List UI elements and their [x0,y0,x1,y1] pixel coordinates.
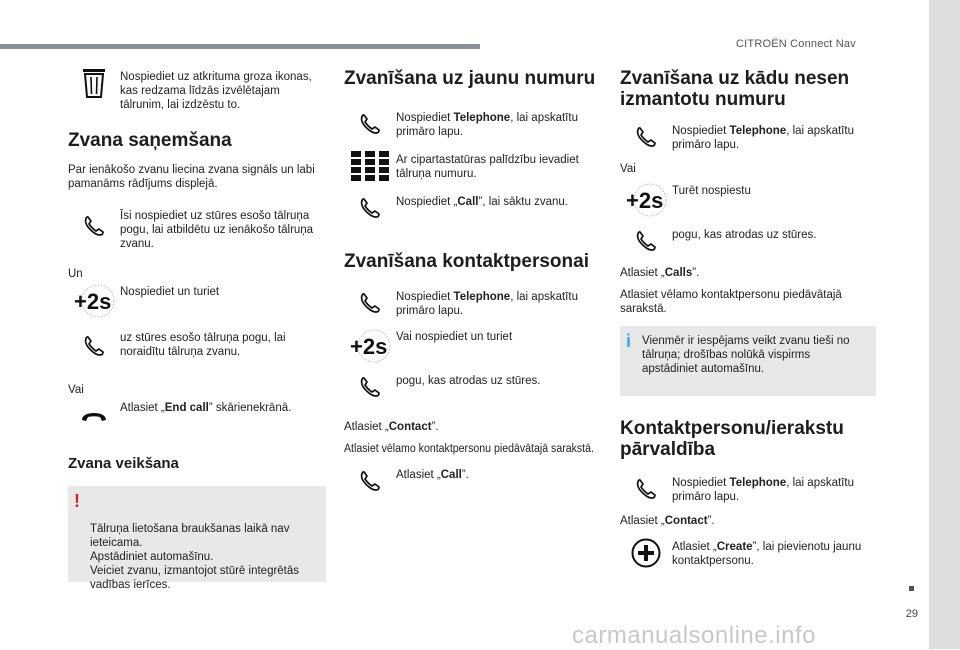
or-label: Vai [620,163,636,175]
create-text: Atlasiet „Create”, lai pievienotu jaunu kontaktpersonu. [672,541,862,567]
heading-contact: Zvanīšana kontaktpersonai [344,251,589,272]
call-row [344,193,606,219]
trash-text: Nospiediet uz atkrituma groza ikonas, kas redzama līdzās izvēlētajam tālrunim, lai izdzēstu to. [120,71,312,111]
column-2 [344,60,606,492]
receive-body: Par ienākošo zvanu liecina zvana signāls un labi pamanāms rādījums displejā. [68,164,315,190]
telephone2-row [620,474,876,504]
keypad-row [344,151,606,181]
heading-making: Zvana veikšana [68,455,179,472]
select-calls: Atlasiet „Calls”. [620,267,700,279]
phone-icon [344,372,396,398]
select-call-text: Atlasiet „Call”. [396,469,469,481]
warning-icon: ! [74,491,80,511]
wheel-row [344,372,606,398]
short-press-row [68,207,326,251]
end-call-text: Atlasiet „End call” skārienekrānā. [120,402,292,414]
column-3 [620,60,876,568]
telephone-row [344,109,606,139]
phone-icon [344,109,396,135]
phone-icon [344,466,396,492]
hold-row [620,182,876,218]
hold-text: Nospiediet un turiet [120,286,220,298]
keypad-icon [344,151,396,181]
hold-text: Turēt nospiestu [672,185,751,197]
heading-manage: Kontaktpersonu/ierakstu pārvaldība [620,418,844,460]
telephone2-text: Nospiediet Telephone, lai apskatītu primāro lapu. [396,291,578,317]
warning-box [68,486,326,591]
phone-icon [344,193,396,219]
hold-2s-icon [68,283,120,319]
phone-icon [620,122,672,148]
heading-recent: Zvanīšana uz kādu nesen izmantotu numuru [620,68,850,110]
page-number: 29 [905,608,918,620]
keypad-text: Ar cipartastatūras palīdzību ievadiet tālruņa numuru. [396,154,579,180]
svg-text:+2s: +2s [74,289,112,314]
svg-text:+2s: +2s [626,188,664,213]
wheel-text: pogu, kas atrodas uz stūres. [672,229,817,241]
telephone-text: Nospiediet Telephone, lai apskatītu primāro lapu. [396,112,578,138]
telephone2-text: Nospiediet Telephone, lai apskatītu primāro lapu. [672,477,854,503]
hold-row [68,283,326,319]
reject-row [68,329,326,359]
reject-text: uz stūres esošo tālruņa pogu, lai noraidītu tālruņa zvanu. [120,332,286,358]
trash-icon [68,68,120,98]
create-row [620,538,876,568]
header-bar [0,44,480,49]
phone-icon [68,207,120,237]
select-contact: Atlasiet „Contact”. [344,421,439,433]
telephone-row [620,122,876,152]
telephone2-row [344,288,606,318]
info-icon: i [626,331,632,351]
select-from-list: Atlasiet vēlamo kontaktpersonu piedāvātajā sarakstā. [344,443,594,455]
header-brand: CITROËN Connect Nav [736,38,856,50]
svg-text:+2s: +2s [350,334,388,359]
hold-2s-icon [344,328,396,364]
telephone-text: Nospiediet Telephone, lai apskatītu primāro lapu. [672,125,854,151]
phone-icon [344,288,396,314]
hold-2s-icon [620,182,672,218]
wheel-text: pogu, kas atrodas uz stūres. [396,375,541,387]
select-call-row [344,466,606,492]
or-hold-text: Vai nospiediet un turiet [396,331,513,343]
phone-icon [68,329,120,357]
column-1 [68,60,326,591]
phone-icon [620,226,672,252]
page-side-tab [929,0,960,649]
phone-icon [620,474,672,500]
info-box [620,326,876,396]
or-label: Vai [68,384,84,396]
heading-new-number: Zvanīšana uz jaunu numuru [344,68,596,89]
call-text: Nospiediet „Call”, lai sāktu zvanu. [396,196,568,208]
and-label: Un [68,268,83,280]
trash-instruction [68,68,326,112]
select-from-list: Atlasiet vēlamo kontaktpersonu piedāvātajā sarakstā. [620,289,842,315]
end-call-row [68,399,326,423]
wheel-row [620,226,876,252]
short-press-text: Īsi nospiediet uz stūres esošo tālruņa pogu, lai atbildētu uz ienākošo tālruņa zvanu. [120,210,314,250]
heading-receive: Zvana saņemšana [68,130,232,151]
add-circle-icon [620,538,672,568]
warning-text: Tālruņa lietošana braukšanas laikā nav ieteicama. Apstādiniet automašīnu. Veiciet zvanu, izmantojot stūrē integrētās vadības ierīces. [90,523,300,591]
info-text: Vienmēr ir iespējams veikt zvanu tieši no tālruņa; drošības nolūkā vispirms apstādiniet automašīnu. [642,335,850,375]
or-hold-row [344,328,606,364]
hang-up-icon [68,399,120,423]
page-marker [909,586,914,591]
watermark: carmanualsonline.info [572,622,816,649]
select-contact: Atlasiet „Contact”. [620,515,715,527]
